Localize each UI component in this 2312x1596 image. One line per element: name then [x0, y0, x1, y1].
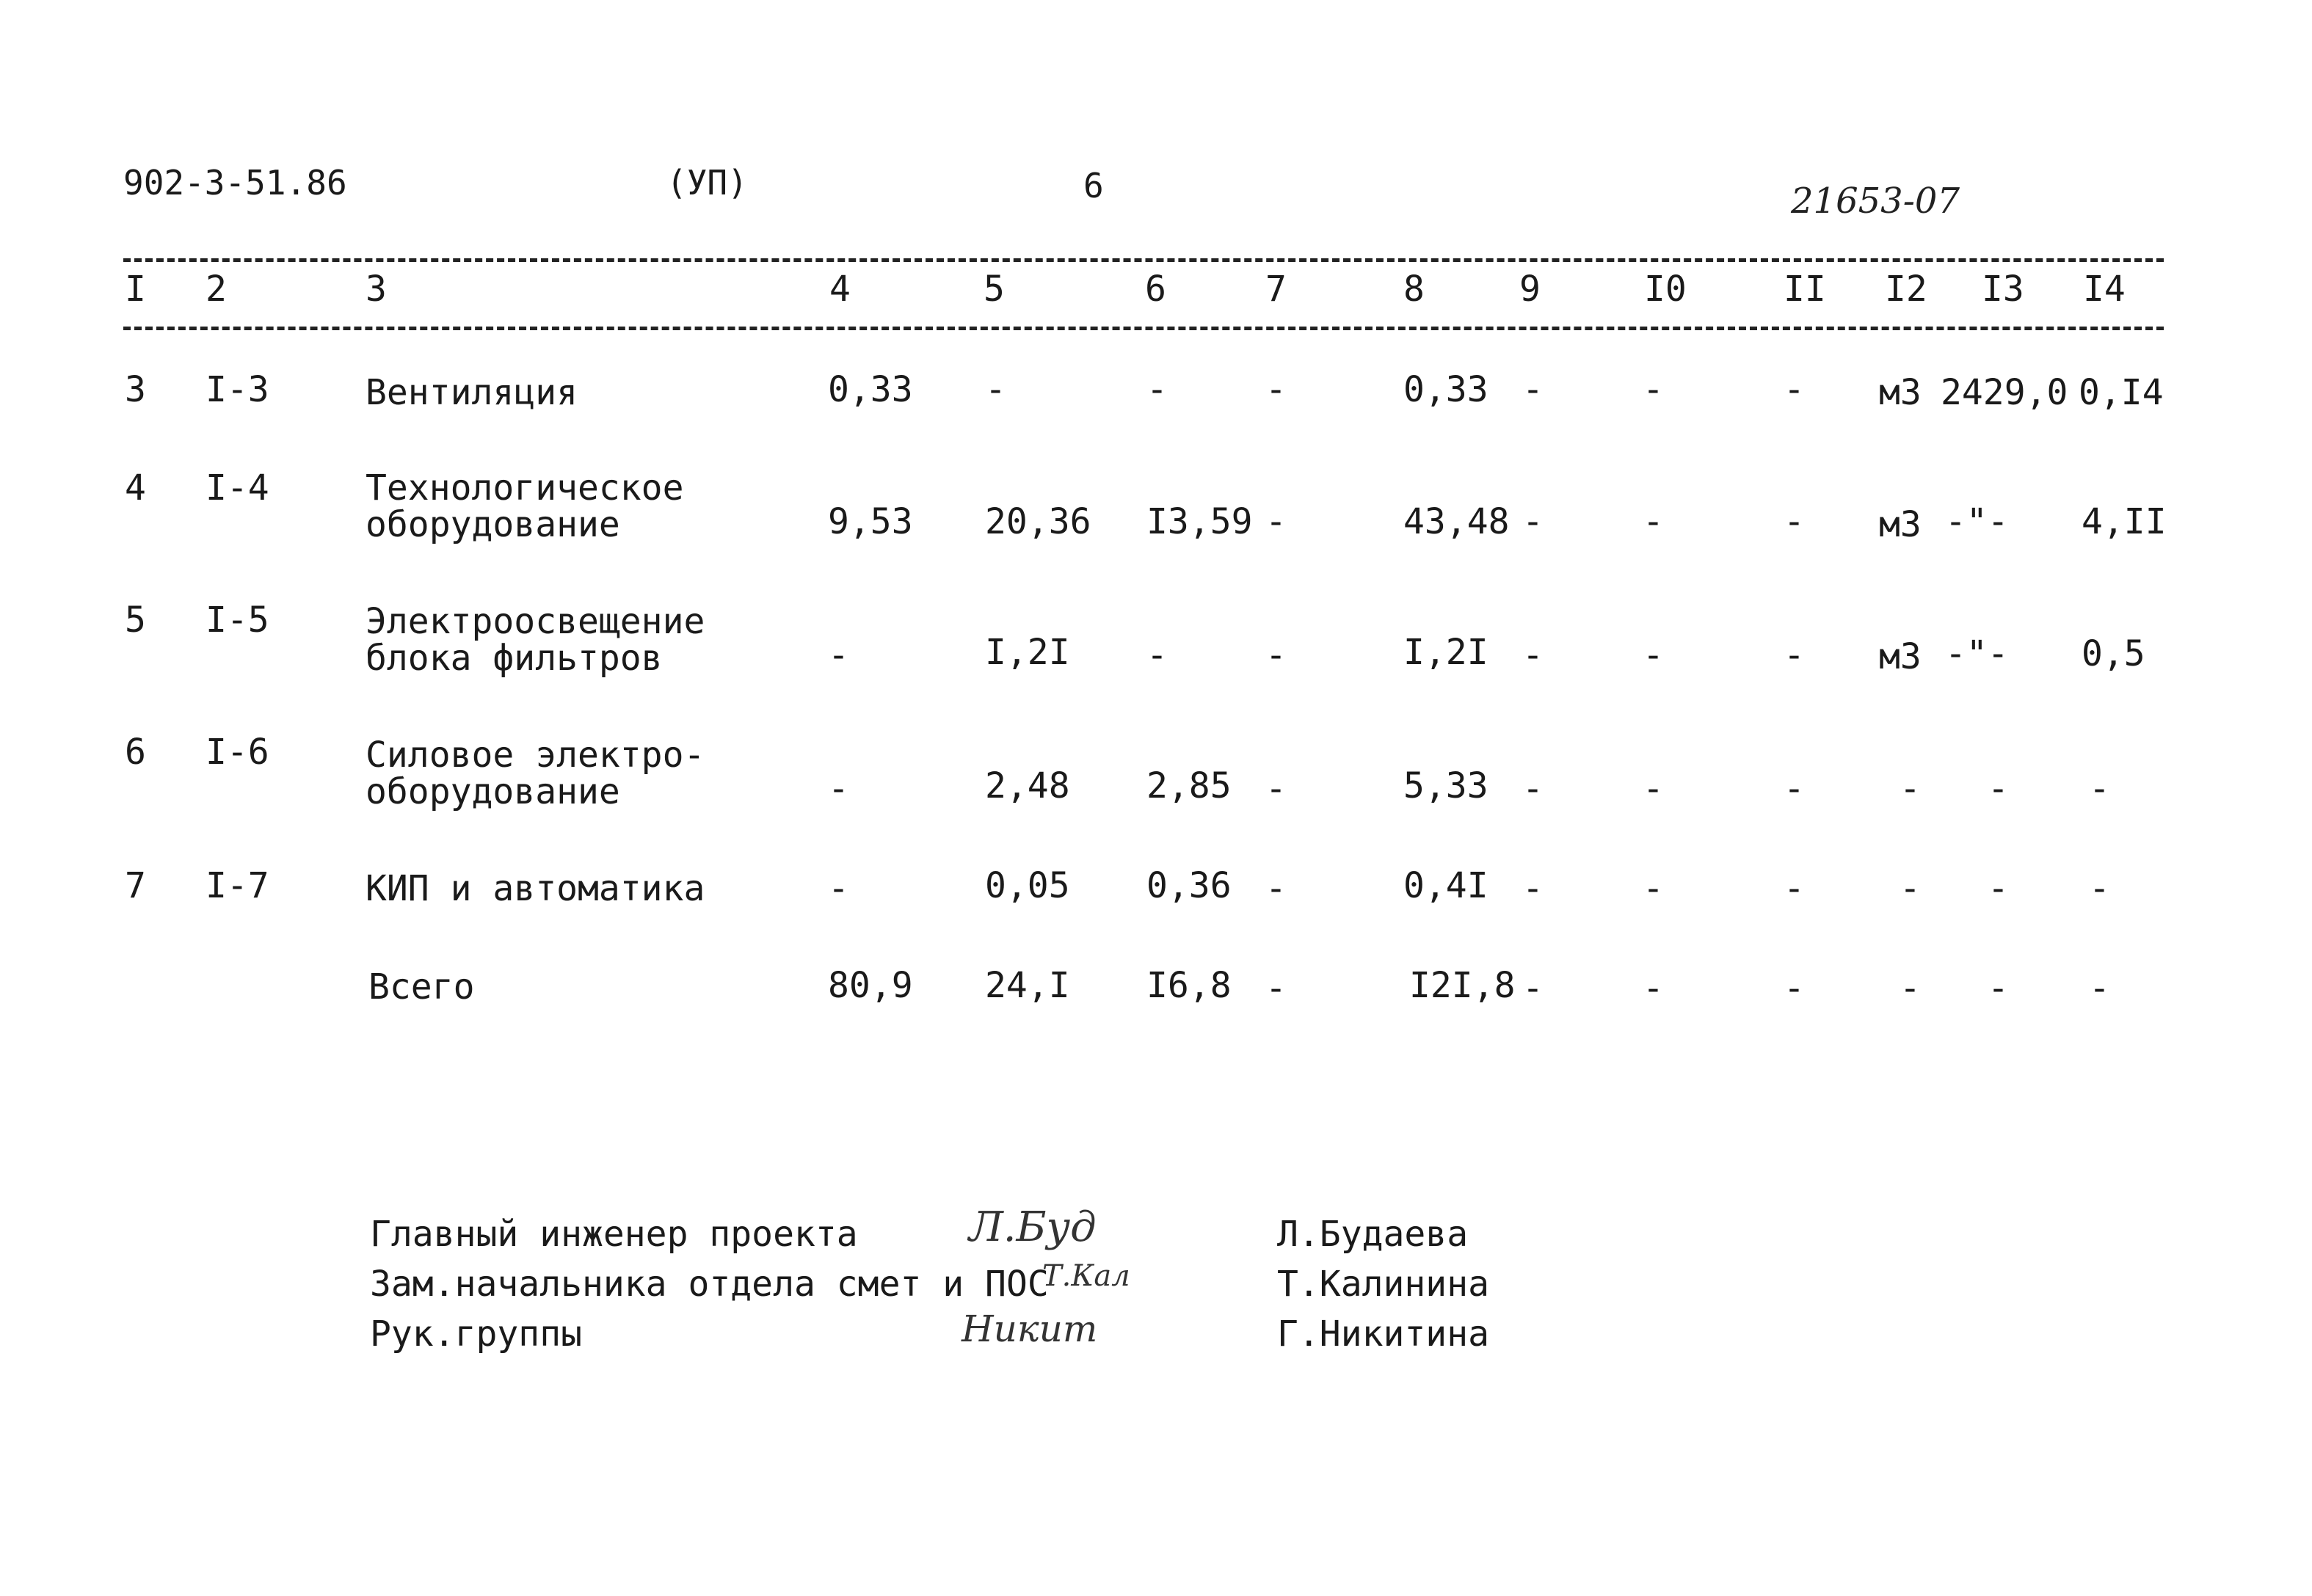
row-value-col14: 0,I4 — [2079, 372, 2164, 413]
row-value-col4: - — [828, 768, 849, 809]
position-chief-engineer: Главный инженер проекта — [370, 1214, 858, 1255]
row-value-col10: - — [1643, 768, 1664, 809]
col-header-9: 9 — [1519, 269, 1541, 310]
row-description: Силовое электро- оборудование — [366, 735, 705, 812]
row-value-col10: - — [1643, 369, 1664, 410]
project-code: 902-3-51.86 — [123, 163, 347, 203]
row-value-col11: - — [1784, 868, 1805, 909]
header-bottom-rule — [123, 327, 2164, 330]
col-header-2: 2 — [206, 269, 227, 310]
row-value-col4: 9,53 — [828, 501, 913, 542]
handwritten-signature: Л.Буд — [969, 1203, 1097, 1251]
row-value-col13: - — [1988, 768, 2009, 809]
row-value-col5: 20,36 — [985, 501, 1091, 542]
row-number: 6 — [125, 732, 146, 773]
row-number: 4 — [125, 467, 146, 509]
row-description: Электроосвещение блока фильтров — [366, 601, 705, 679]
total-col5: 24,I — [985, 965, 1070, 1006]
col-header-10: I0 — [1644, 269, 1687, 310]
total-col9: - — [1522, 968, 1544, 1009]
row-value-col8: 43,48 — [1403, 501, 1510, 542]
total-col11: - — [1784, 968, 1805, 1009]
row-value-col9: - — [1522, 768, 1544, 809]
page-number: 6 — [1083, 166, 1104, 205]
row-value-col4: 0,33 — [828, 369, 913, 410]
row-unit: - — [1900, 768, 1921, 809]
row-number: 5 — [125, 600, 146, 641]
row-value-col9: - — [1522, 501, 1544, 542]
col-header-11: II — [1784, 269, 1826, 310]
total-col14: - — [2089, 968, 2110, 1009]
col-header-14: I4 — [2083, 269, 2126, 310]
col-header-13: I3 — [1982, 269, 2024, 310]
row-description: КИП и автоматика — [366, 868, 705, 909]
row-value-col5: I,2I — [985, 632, 1070, 673]
row-number: 7 — [125, 865, 146, 906]
row-description: Вентиляция — [366, 372, 578, 413]
row-value-col9: - — [1522, 868, 1544, 909]
row-value-col14: - — [2089, 868, 2110, 909]
row-value-col4: - — [828, 635, 849, 676]
row-value-col13: -"- — [1945, 633, 2009, 674]
row-code: I-4 — [206, 467, 269, 509]
row-value-col11: - — [1784, 501, 1805, 542]
row-unit: м3 — [1879, 504, 1922, 545]
total-col4: 80,9 — [828, 965, 913, 1006]
row-code: I-5 — [206, 600, 269, 641]
total-col8: I2I,8 — [1409, 965, 1516, 1006]
row-code: I-3 — [206, 369, 269, 410]
row-value-col11: - — [1784, 635, 1805, 676]
row-value-col10: - — [1643, 501, 1664, 542]
col-header-12: I2 — [1885, 269, 1927, 310]
row-value-col13: - — [1988, 868, 2009, 909]
row-value-col9: - — [1522, 369, 1544, 410]
total-col7: - — [1265, 968, 1287, 1009]
total-col6: I6,8 — [1146, 965, 1232, 1006]
row-code: I-7 — [206, 865, 269, 906]
total-col13: - — [1988, 968, 2009, 1009]
position-group-lead: Рук.группы — [370, 1313, 582, 1355]
name-nikitina: Г.Никитина — [1277, 1313, 1489, 1355]
col-header-7: 7 — [1265, 269, 1287, 310]
row-value-col10: - — [1643, 868, 1664, 909]
total-label: Всего — [368, 966, 475, 1007]
handwritten-signature: Т.Кал — [1042, 1259, 1130, 1293]
col-header-3: 3 — [366, 269, 387, 310]
row-value-col13: -"- — [1945, 501, 2009, 542]
section-label: (УП) — [666, 163, 748, 203]
row-value-col9: - — [1522, 635, 1544, 676]
row-value-col4: - — [828, 868, 849, 909]
row-value-col8: 0,33 — [1403, 369, 1488, 410]
row-value-col6: 2,85 — [1146, 765, 1232, 806]
row-value-col14: 4,II — [2082, 501, 2167, 542]
row-value-col10: - — [1643, 635, 1664, 676]
row-value-col14: - — [2089, 768, 2110, 809]
row-unit: - — [1900, 868, 1921, 909]
header-top-rule — [123, 258, 2164, 262]
row-value-col8: 0,4I — [1403, 865, 1488, 906]
row-description: Технологическое оборудование — [366, 467, 684, 545]
total-col12: - — [1900, 968, 1921, 1009]
col-header-6: 6 — [1145, 269, 1166, 310]
col-header-5: 5 — [984, 269, 1005, 310]
col-header-8: 8 — [1403, 269, 1425, 310]
row-value-col8: 5,33 — [1403, 765, 1488, 806]
row-value-col14: 0,5 — [2082, 633, 2145, 674]
row-value-col6: - — [1146, 635, 1168, 676]
document-number: 21653-07 — [1791, 181, 1960, 222]
row-value-col5: 2,48 — [985, 765, 1070, 806]
col-header-1: I — [125, 269, 146, 310]
row-value-col7: - — [1265, 635, 1287, 676]
name-budaeva: Л.Будаева — [1277, 1214, 1469, 1255]
row-value-col11: - — [1784, 369, 1805, 410]
row-value-col7: - — [1265, 868, 1287, 909]
col-header-4: 4 — [829, 269, 851, 310]
row-value-col7: - — [1265, 501, 1287, 542]
position-deputy-head: Зам.начальника отдела смет и ПОС — [370, 1264, 1049, 1305]
row-number: 3 — [125, 369, 146, 410]
row-value-col6: I3,59 — [1146, 501, 1253, 542]
row-value-col8: I,2I — [1403, 632, 1488, 673]
row-value-col6: 0,36 — [1146, 865, 1232, 906]
row-value-col5: 0,05 — [985, 865, 1070, 906]
row-value-col5: - — [985, 369, 1006, 410]
total-col10: - — [1643, 968, 1664, 1009]
row-value-col6: - — [1146, 369, 1168, 410]
row-value-col7: - — [1265, 369, 1287, 410]
row-unit: м3 — [1879, 636, 1922, 677]
row-code: I-6 — [206, 732, 269, 773]
row-value-col7: - — [1265, 768, 1287, 809]
row-value-col11: - — [1784, 768, 1805, 809]
row-value-col13: 2429,0 — [1941, 372, 2068, 413]
handwritten-signature: Никит — [961, 1308, 1098, 1350]
name-kalinina: Т.Калинина — [1277, 1264, 1489, 1305]
row-unit: м3 — [1879, 372, 1922, 413]
